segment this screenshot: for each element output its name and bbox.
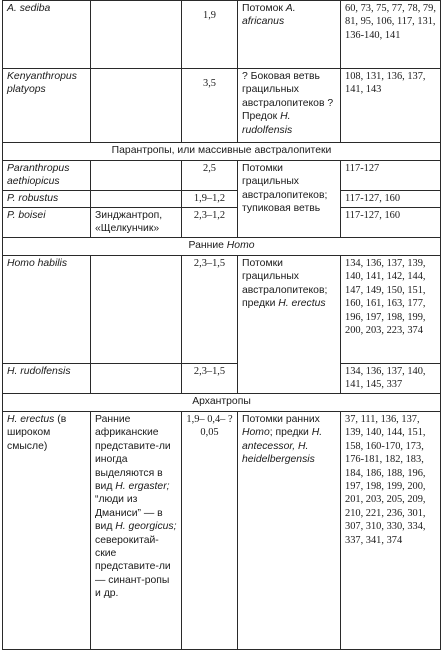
species-name: P. boisei xyxy=(3,208,91,238)
species-age: 1,9–1,2 xyxy=(182,191,238,208)
species-age: 2,3–1,5 xyxy=(182,256,238,364)
section-header: Архантропы xyxy=(3,394,441,412)
species-relation: ? Боковая ветвь грацильных австралопитеков ? Предок H. rudolfensis xyxy=(238,69,341,143)
species-relation: Потомок A. africanus xyxy=(238,1,341,69)
species-notes xyxy=(91,161,182,191)
species-age: 2,3–1,2 xyxy=(182,208,238,238)
page-references: 117-127 xyxy=(341,161,441,191)
species-notes xyxy=(91,364,182,394)
species-name: A. sediba xyxy=(3,1,91,69)
hominin-species-table xyxy=(2,0,441,650)
table-row xyxy=(3,364,441,394)
species-name: P. robustus xyxy=(3,191,91,208)
species-name: H. erectus (в широком смысле) xyxy=(3,412,91,650)
section-header-row xyxy=(3,143,441,161)
species-notes: Ранние африканские представите-ли иногда выделяются в вид H. ergaster; “люди из Дманиси” — в вид H. georgicus; северокитай-ские представите-ли — синант-ропы и др. xyxy=(91,412,182,650)
species-age: 1,9– 0,4– ?0,05 xyxy=(182,412,238,650)
species-notes: Зинджантроп, «Щелкунчик» xyxy=(91,208,182,238)
species-notes xyxy=(91,69,182,143)
species-name: Paranthropus aethiopicus xyxy=(3,161,91,191)
page-references: 60, 73, 75, 77, 78, 79, 81, 95, 106, 117, 131, 136-140, 141 xyxy=(341,1,441,69)
species-age: 2,5 xyxy=(182,161,238,191)
species-age: 2,3–1,5 xyxy=(182,364,238,394)
page-references: 117-127, 160 xyxy=(341,191,441,208)
species-notes xyxy=(91,256,182,364)
table-row xyxy=(3,191,441,208)
section-header: Парантропы, или массивные австралопитеки xyxy=(3,143,441,161)
species-relation: Потомки грацильных австралопитеков; тупиковая ветвь xyxy=(238,161,341,238)
species-notes xyxy=(91,1,182,69)
page-references: 108, 131, 136, 137, 141, 143 xyxy=(341,69,441,143)
species-name: H. rudolfensis xyxy=(3,364,91,394)
section-header: Ранние Homo xyxy=(3,238,441,256)
species-name: Kenyanthropus platyops xyxy=(3,69,91,143)
species-table-page xyxy=(2,0,440,650)
page-references: 37, 111, 136, 137, 139, 140, 144, 151, 158, 160-170, 173, 176-181, 182, 183, 184, 186, 188, 196, 197, 198, 199, 200, 201, 203, 205, 209, 210, 221, 236, 301, 307, 310, 330, 334, 337, 341, 374 xyxy=(341,412,441,650)
species-notes xyxy=(91,191,182,208)
species-age: 1,9 xyxy=(182,1,238,69)
section-header-row xyxy=(3,238,441,256)
table-row xyxy=(3,412,441,650)
table-row xyxy=(3,1,441,69)
table-row xyxy=(3,161,441,191)
table-row xyxy=(3,256,441,364)
page-references: 134, 136, 137, 140, 141, 145, 337 xyxy=(341,364,441,394)
page-references: 134, 136, 137, 139, 140, 141, 142, 144, 147, 149, 150, 151, 160, 161, 163, 177, 196, 197, 198, 199, 200, 203, 223, 374 xyxy=(341,256,441,364)
table-row xyxy=(3,208,441,238)
species-name: Homo habilis xyxy=(3,256,91,364)
section-header-row xyxy=(3,394,441,412)
table-row xyxy=(3,69,441,143)
species-age: 3,5 xyxy=(182,69,238,143)
page-references: 117-127, 160 xyxy=(341,208,441,238)
species-relation: Потомки ранних Homo; предки H. antecessor, H. heidelbergensis xyxy=(238,412,341,650)
species-relation: Потомки грацильных австралопитеков; предки H. erectus xyxy=(238,256,341,394)
